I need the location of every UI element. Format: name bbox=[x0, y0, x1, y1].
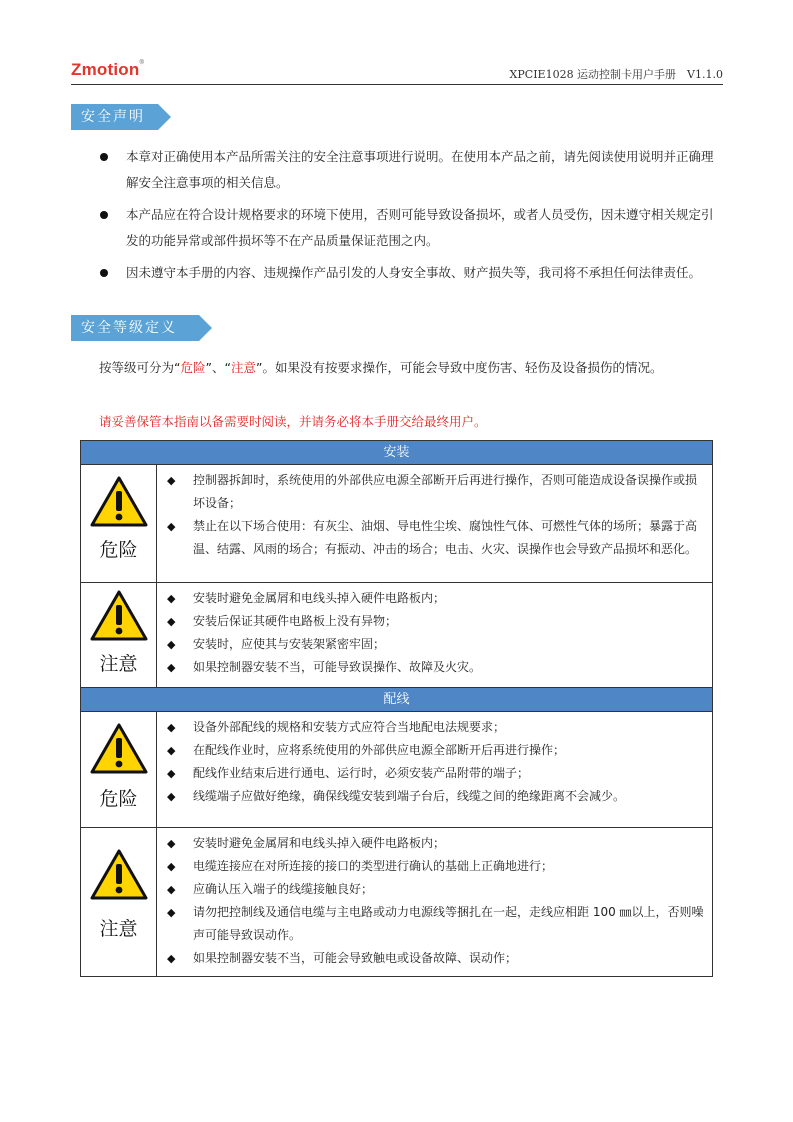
section-arrow-icon bbox=[199, 315, 212, 341]
list-item: ◆ 请勿把控制线及通信电缆与主电路或动力电源线等捆扎在一起，走线应相距 100 ㎜以上，否则噪声可能导致误动作。 bbox=[167, 901, 704, 947]
keep-manual-notice: 请妥善保管本指南以备需要时阅读，并请务必将本手册交给最终用户。 bbox=[99, 414, 487, 429]
list-item: ◆ 设备外部配线的规格和安装方式应符合当地配电法规要求； bbox=[167, 716, 704, 739]
safety-levels-intro: 按等级可分为“危险”、“注意”。如果没有按要求操作，可能会导致中度伤害、轻伤及设备损伤的情况。 bbox=[99, 360, 663, 375]
list-item: 因未遵守本手册的内容、违规操作产品引发的人身安全事故、财产损失等，我司将不承担任何法律责任。 bbox=[98, 260, 723, 286]
diamond-bullet-icon: ◆ bbox=[167, 615, 176, 628]
section-title-text: 安全声明 bbox=[71, 104, 158, 130]
table-band-install: 安装 bbox=[81, 441, 713, 465]
items-cell bbox=[157, 712, 713, 828]
zmotion-logo: Zmotion® bbox=[71, 60, 145, 79]
list-item: ◆ 如果控制器安装不当，可能导致误操作、故障及火灾。 bbox=[167, 656, 704, 679]
diamond-bullet-icon: ◆ bbox=[167, 883, 176, 896]
diamond-bullet-icon: ◆ bbox=[167, 661, 176, 674]
danger-keyword: 危险 bbox=[180, 360, 206, 375]
bullet-dot-icon bbox=[100, 153, 108, 161]
section-arrow-icon bbox=[158, 104, 171, 130]
table-band-wiring: 配线 bbox=[81, 688, 713, 712]
warning-triangle-icon bbox=[89, 589, 149, 643]
diamond-bullet-icon: ◆ bbox=[167, 520, 176, 533]
list-item: ◆ 线缆端子应做好绝缘，确保线缆安装到端子台后，线缆之间的绝缘距离不会减少。 bbox=[167, 785, 704, 808]
warning-triangle-icon bbox=[89, 475, 149, 529]
list-item: ◆ 在配线作业时，应将系统使用的外部供应电源全部断开后再进行操作； bbox=[167, 739, 704, 762]
items-cell bbox=[157, 583, 713, 688]
table-row bbox=[81, 583, 713, 688]
level-label-caution: 注意 bbox=[99, 653, 138, 675]
level-label-danger: 危险 bbox=[99, 788, 138, 810]
bullet-dot-icon bbox=[100, 269, 108, 277]
diamond-bullet-icon: ◆ bbox=[167, 860, 176, 873]
diamond-bullet-icon: ◆ bbox=[167, 592, 176, 605]
list-item: ◆ 电缆连接应在对所连接的接口的类型进行确认的基础上正确地进行； bbox=[167, 855, 704, 878]
items-cell bbox=[157, 828, 713, 977]
list-item: ◆ 安装时，应使其与安装架紧密牢固； bbox=[167, 633, 704, 656]
list-item: ◆ 配线作业结束后进行通电、运行时，必须安装产品附带的端子； bbox=[167, 762, 704, 785]
bullet-dot-icon bbox=[100, 211, 108, 219]
diamond-bullet-icon: ◆ bbox=[167, 721, 176, 734]
diamond-bullet-icon: ◆ bbox=[167, 906, 176, 919]
list-item: ◆ 安装后保证其硬件电路板上没有异物； bbox=[167, 610, 704, 633]
list-item: ◆ 控制器拆卸时，系统使用的外部供应电源全部断开后再进行操作，否则可能造成设备误操作或损坏设备； bbox=[167, 469, 704, 515]
diamond-bullet-icon: ◆ bbox=[167, 744, 176, 757]
safety-statement-list bbox=[98, 144, 723, 292]
list-item: ◆ 禁止在以下场合使用：有灰尘、油烟、导电性尘埃、腐蚀性气体、可燃性气体的场所；暴露于高温、结露、风雨的场合；有振动、冲击的场合；电击、火灾、误操作也会导致产品损坏和恶化。 bbox=[167, 515, 704, 561]
warning-triangle-icon bbox=[89, 722, 149, 776]
diamond-bullet-icon: ◆ bbox=[167, 638, 176, 651]
caution-keyword: 注意 bbox=[230, 360, 256, 375]
level-cell-caution bbox=[81, 828, 157, 977]
level-cell-danger bbox=[81, 465, 157, 583]
diamond-bullet-icon: ◆ bbox=[167, 952, 176, 965]
diamond-bullet-icon: ◆ bbox=[167, 474, 176, 487]
table-row bbox=[81, 465, 713, 583]
list-item: ◆ 应确认压入端子的线缆接触良好； bbox=[167, 878, 704, 901]
level-label-caution: 注意 bbox=[99, 918, 138, 940]
table-row bbox=[81, 828, 713, 977]
warning-triangle-icon bbox=[89, 848, 149, 902]
list-item: ◆ 安装时避免金属屑和电线头掉入硬件电路板内； bbox=[167, 587, 704, 610]
diamond-bullet-icon: ◆ bbox=[167, 767, 176, 780]
level-cell-danger bbox=[81, 712, 157, 828]
items-cell bbox=[157, 465, 713, 583]
document-title: XPCIE1028 运动控制卡用户手册 V1.1.0 bbox=[509, 68, 723, 81]
safety-table bbox=[80, 440, 713, 977]
table-row bbox=[81, 712, 713, 828]
section-title-text: 安全等级定义 bbox=[71, 315, 199, 341]
diamond-bullet-icon: ◆ bbox=[167, 790, 176, 803]
list-item: 本章对正确使用本产品所需关注的安全注意事项进行说明。在使用本产品之前，请先阅读使用说明并正确理解安全注意事项的相关信息。 bbox=[98, 144, 723, 196]
level-cell-caution bbox=[81, 583, 157, 688]
list-item: ◆ 如果控制器安装不当，可能会导致触电或设备故障、误动作； bbox=[167, 947, 704, 970]
page-header bbox=[71, 56, 723, 85]
diamond-bullet-icon: ◆ bbox=[167, 837, 176, 850]
list-item: 本产品应在符合设计规格要求的环境下使用，否则可能导致设备损坏，或者人员受伤，因未遵守相关规定引发的功能异常或部件损坏等不在产品质量保证范围之内。 bbox=[98, 202, 723, 254]
level-label-danger: 危险 bbox=[99, 539, 138, 561]
list-item: ◆ 安装时避免金属屑和电线头掉入硬件电路板内； bbox=[167, 832, 704, 855]
